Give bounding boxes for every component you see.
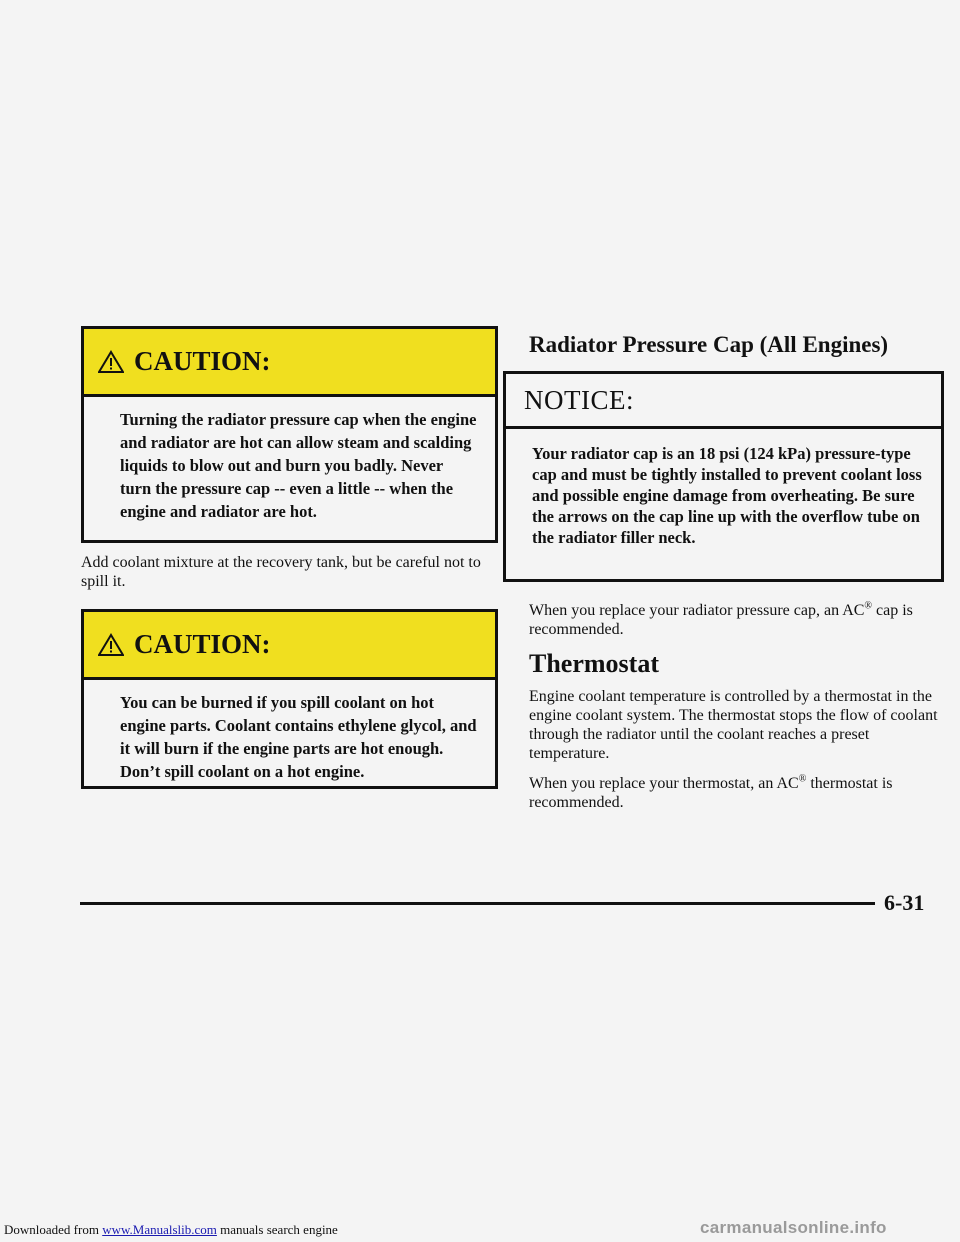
warning-triangle-icon (98, 633, 124, 657)
watermark-text: carmanualsonline.info (700, 1218, 887, 1237)
caution-text: Turning the radiator pressure cap when the engine and radiator are hot can allow steam and scalding liquids to blow out and burn you badly. Never turn the pressure cap -- even a little -- when the engine and radiator are hot. (120, 410, 477, 521)
caution-header (84, 329, 495, 397)
notice-text: Your radiator cap is an 18 psi (124 kPa) pressure-type cap and must be tightly installed to prevent coolant loss and possible engine damage from overheating. Be sure the arrows on the cap line up with the overflow tube on the radiator filler neck. (532, 444, 922, 547)
caution-box-coolant-burn (81, 609, 498, 789)
footer-rule (80, 902, 875, 905)
manualslib-link[interactable]: www.Manualslib.com (102, 1222, 217, 1237)
page-number: 6-31 (884, 890, 925, 915)
thermostat-para-text-a: When you replace your thermostat, an AC (529, 775, 799, 792)
thermostat-paragraph-1: Engine coolant temperature is controlled by a thermostat in the engine coolant system. The thermostat stops the flow of coolant through the radiator until the coolant reaches a preset temperature. (529, 688, 938, 762)
registered-mark: ® (864, 600, 873, 612)
caution-text: You can be burned if you spill coolant on hot engine parts. Coolant contains ethylene glycol, and it will burn if the engine parts are hot enough. Don’t spill coolant on a hot engine. (120, 693, 477, 781)
download-footer (4, 1222, 338, 1238)
section-heading-thermostat: Thermostat (529, 649, 659, 678)
radiator-para-text-a: When you replace your radiator pressure cap, an AC (529, 602, 865, 619)
warning-triangle-icon (98, 350, 124, 374)
registered-mark: ® (798, 773, 807, 785)
thermostat-para-text-b: thermostat is recommended. (529, 775, 893, 811)
recovery-tank-paragraph: Add coolant mixture at the recovery tank, but be careful not to spill it. (81, 554, 481, 590)
notice-header (506, 374, 941, 429)
caution-label: CAUTION: (134, 629, 271, 659)
notice-label: NOTICE: (524, 384, 634, 415)
notice-box (503, 371, 944, 582)
footer-suffix: manuals search engine (216, 1222, 338, 1237)
caution-box-hot-radiator-full (81, 326, 498, 543)
caution-label: CAUTION: (134, 346, 271, 376)
radiator-para-text-b: cap is recommended. (529, 602, 913, 638)
thermostat-paragraph-2 (529, 774, 947, 812)
section-heading-radiator-cap: Radiator Pressure Cap (All Engines) (529, 332, 889, 357)
radiator-cap-paragraph (529, 601, 944, 639)
footer-prefix: Downloaded from (4, 1222, 103, 1237)
caution-header (84, 612, 495, 680)
